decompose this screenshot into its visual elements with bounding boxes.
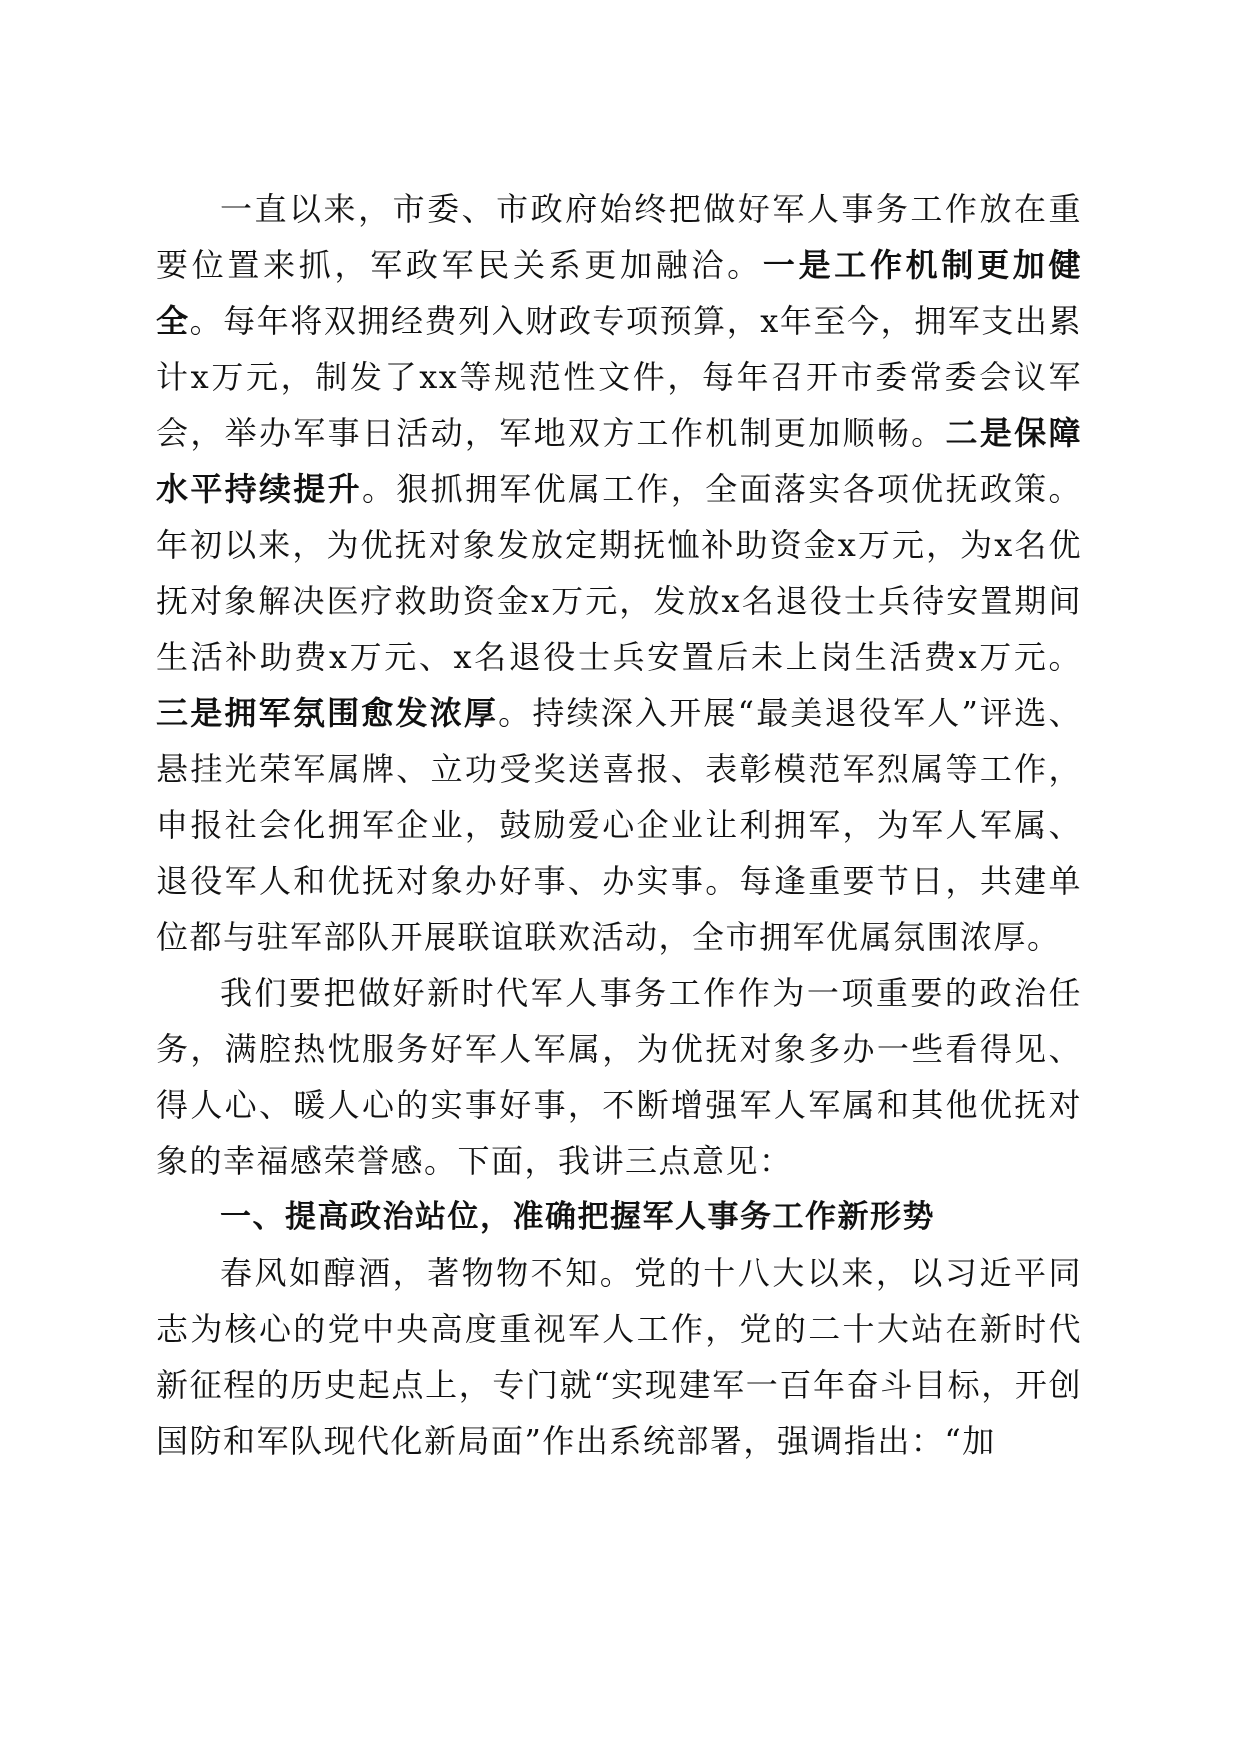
text-mechanism: 。每年将双拥经费列入财政专项预算，x年至今，拥军支出累计x万元，制发了xx等规范性文件，每年召开市委常委会议军会，举办军事日活动，军地双方工作机制更加顺畅。	[156, 302, 1082, 452]
highlight-mechanism: 一是工作机制更加健全	[156, 246, 1082, 340]
text-guarantee: 。狠抓拥军优属工作，全面落实各项优抚政策。年初以来，为优抚对象发放定期抚恤补助资金x万元，为x名优抚对象解决医疗救助资金x万元，发放x名退役士兵待安置期间生活补助费x万元、x名退役士兵安置后未上岗生活费x万元。	[156, 470, 1082, 676]
paragraph-achievements	[156, 181, 1082, 965]
highlight-atmosphere: 三是拥军氛围愈发浓厚	[156, 694, 499, 732]
section-heading-1: 一、提高政治站位，准确把握军人事务工作新形势	[220, 1199, 935, 1235]
highlight-guarantee: 二是保障水平持续提升	[156, 414, 1082, 508]
document-body	[156, 181, 1082, 1469]
paragraph-task: 我们要把做好新时代军人事务工作作为一项重要的政治任务，满腔热忱服务好军人军属，为优抚对象多办一些看得见、得人心、暖人心的实事好事，不断增强军人军属和其他优抚对象的幸福感荣誉感。下面，我讲三点意见：	[156, 974, 1082, 1180]
paragraph-situation: 春风如醇酒，著物物不知。党的十八大以来，以习近平同志为核心的党中央高度重视军人工作，党的二十大站在新时代新征程的历史起点上，专门就“实现建军一百年奋斗目标，开创国防和军队现代化新局面”作出系统部署，强调指出：“加	[156, 1254, 1082, 1460]
text-intro: 一直以来，市委、市政府始终把做好军人事务工作放在重要位置来抓，军政军民关系更加融洽。	[156, 190, 1082, 284]
text-atmosphere: 。持续深入开展“最美退役军人”评选、悬挂光荣军属牌、立功受奖送喜报、表彰模范军烈属等工作，申报社会化拥军企业，鼓励爱心企业让利拥军，为军人军属、退役军人和优抚对象办好事、办实事。每逢重要节日，共建单位都与驻军部队开展联谊联欢活动，全市拥军优属氛围浓厚。	[156, 694, 1082, 956]
